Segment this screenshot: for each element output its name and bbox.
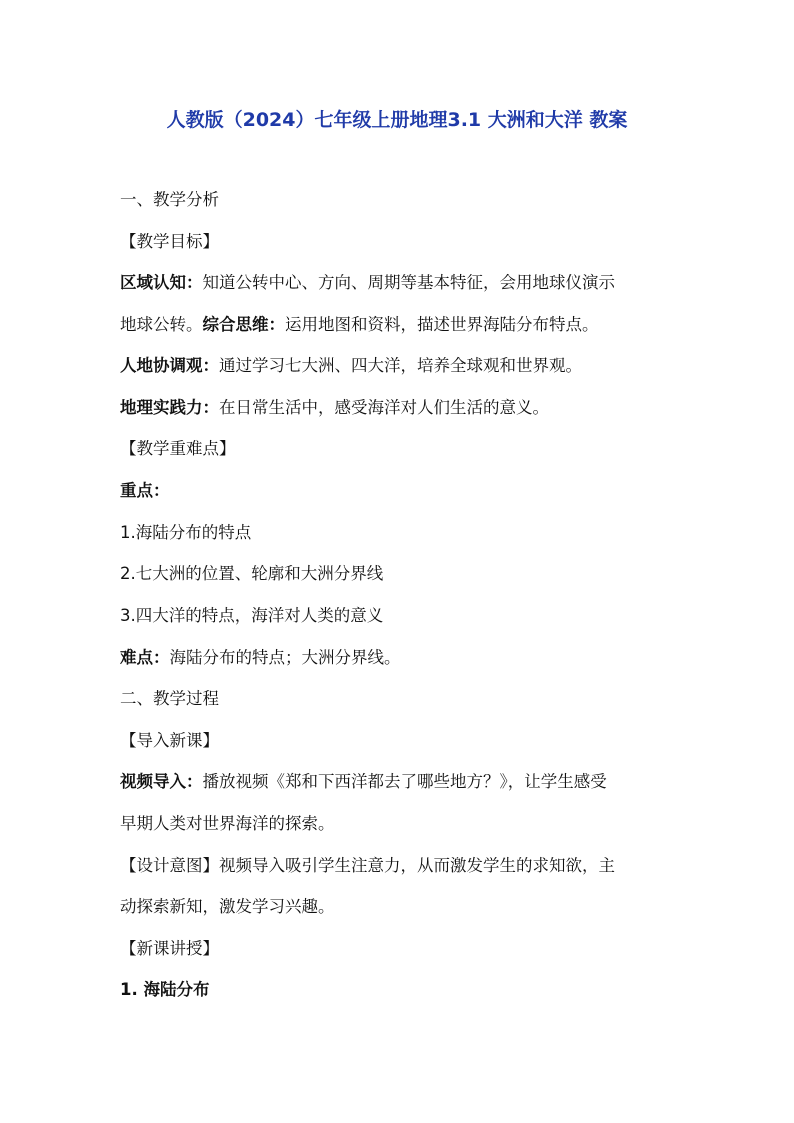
key-point-3: 3.四大洋的特点，海洋对人类的意义: [120, 606, 384, 625]
design-intent-line-2: 动探索新知，激发学习兴趣。: [120, 897, 335, 916]
objective-regional-text: 知道公转中心、方向、周期等基本特征，会用地球仪演示: [202, 273, 615, 292]
objective-human-land-line: [120, 353, 690, 379]
key-point-2: 2.七大洲的位置、轮廓和大洲分界线: [120, 564, 384, 583]
difficult-label: 难点：: [120, 648, 170, 667]
difficult-text: 海陆分布的特点；大洲分界线。: [169, 648, 401, 667]
intro-heading: 【导入新课】: [120, 731, 219, 750]
section-heading-analysis: 一、教学分析: [120, 190, 219, 209]
objectives-heading: 【教学目标】: [120, 232, 219, 251]
objective-human-land-label: 人地协调观：: [120, 356, 219, 375]
video-intro-line-1: [120, 769, 690, 795]
video-intro-label: 视频导入：: [120, 772, 203, 791]
objective-practice-label: 地理实践力：: [120, 398, 219, 417]
key-points-label: 重点：: [120, 481, 170, 500]
section-heading-process: 二、教学过程: [120, 689, 219, 708]
key-point-1: 1.海陆分布的特点: [120, 523, 252, 542]
design-intent-line-1: 【设计意图】视频导入吸引学生注意力，从而激发学生的求知欲，主: [120, 856, 615, 875]
objective-human-land-text: 通过学习七大洲、四大洋，培养全球观和世界观。: [219, 356, 582, 375]
objective-regional-text-cont: 地球公转。: [120, 315, 203, 334]
key-difficult-heading: 【教学重难点】: [120, 439, 236, 458]
objective-practice-line: [120, 395, 690, 421]
objective-practice-text: 在日常生活中，感受海洋对人们生活的意义。: [219, 398, 549, 417]
document-title: 人教版（2024）七年级上册地理3.1 大洲和大洋 教案: [166, 109, 628, 131]
new-lesson-heading: 【新课讲授】: [120, 939, 219, 958]
objective-regional-label: 区域认知：: [120, 273, 203, 292]
objective-synthesis-text: 运用地图和资料，描述世界海陆分布特点。: [285, 315, 599, 334]
difficult-points-line: [120, 645, 690, 671]
video-intro-text: 播放视频《郑和下西洋都去了哪些地方？》，让学生感受: [202, 772, 607, 791]
video-intro-line-2: 早期人类对世界海洋的探索。: [120, 814, 335, 833]
objective-regional-line-2: [120, 312, 690, 338]
objective-regional-line-1: [120, 270, 690, 296]
objective-synthesis-label: 综合思维：: [202, 315, 285, 334]
subsection-heading-land-sea: 1. 海陆分布: [120, 980, 210, 999]
